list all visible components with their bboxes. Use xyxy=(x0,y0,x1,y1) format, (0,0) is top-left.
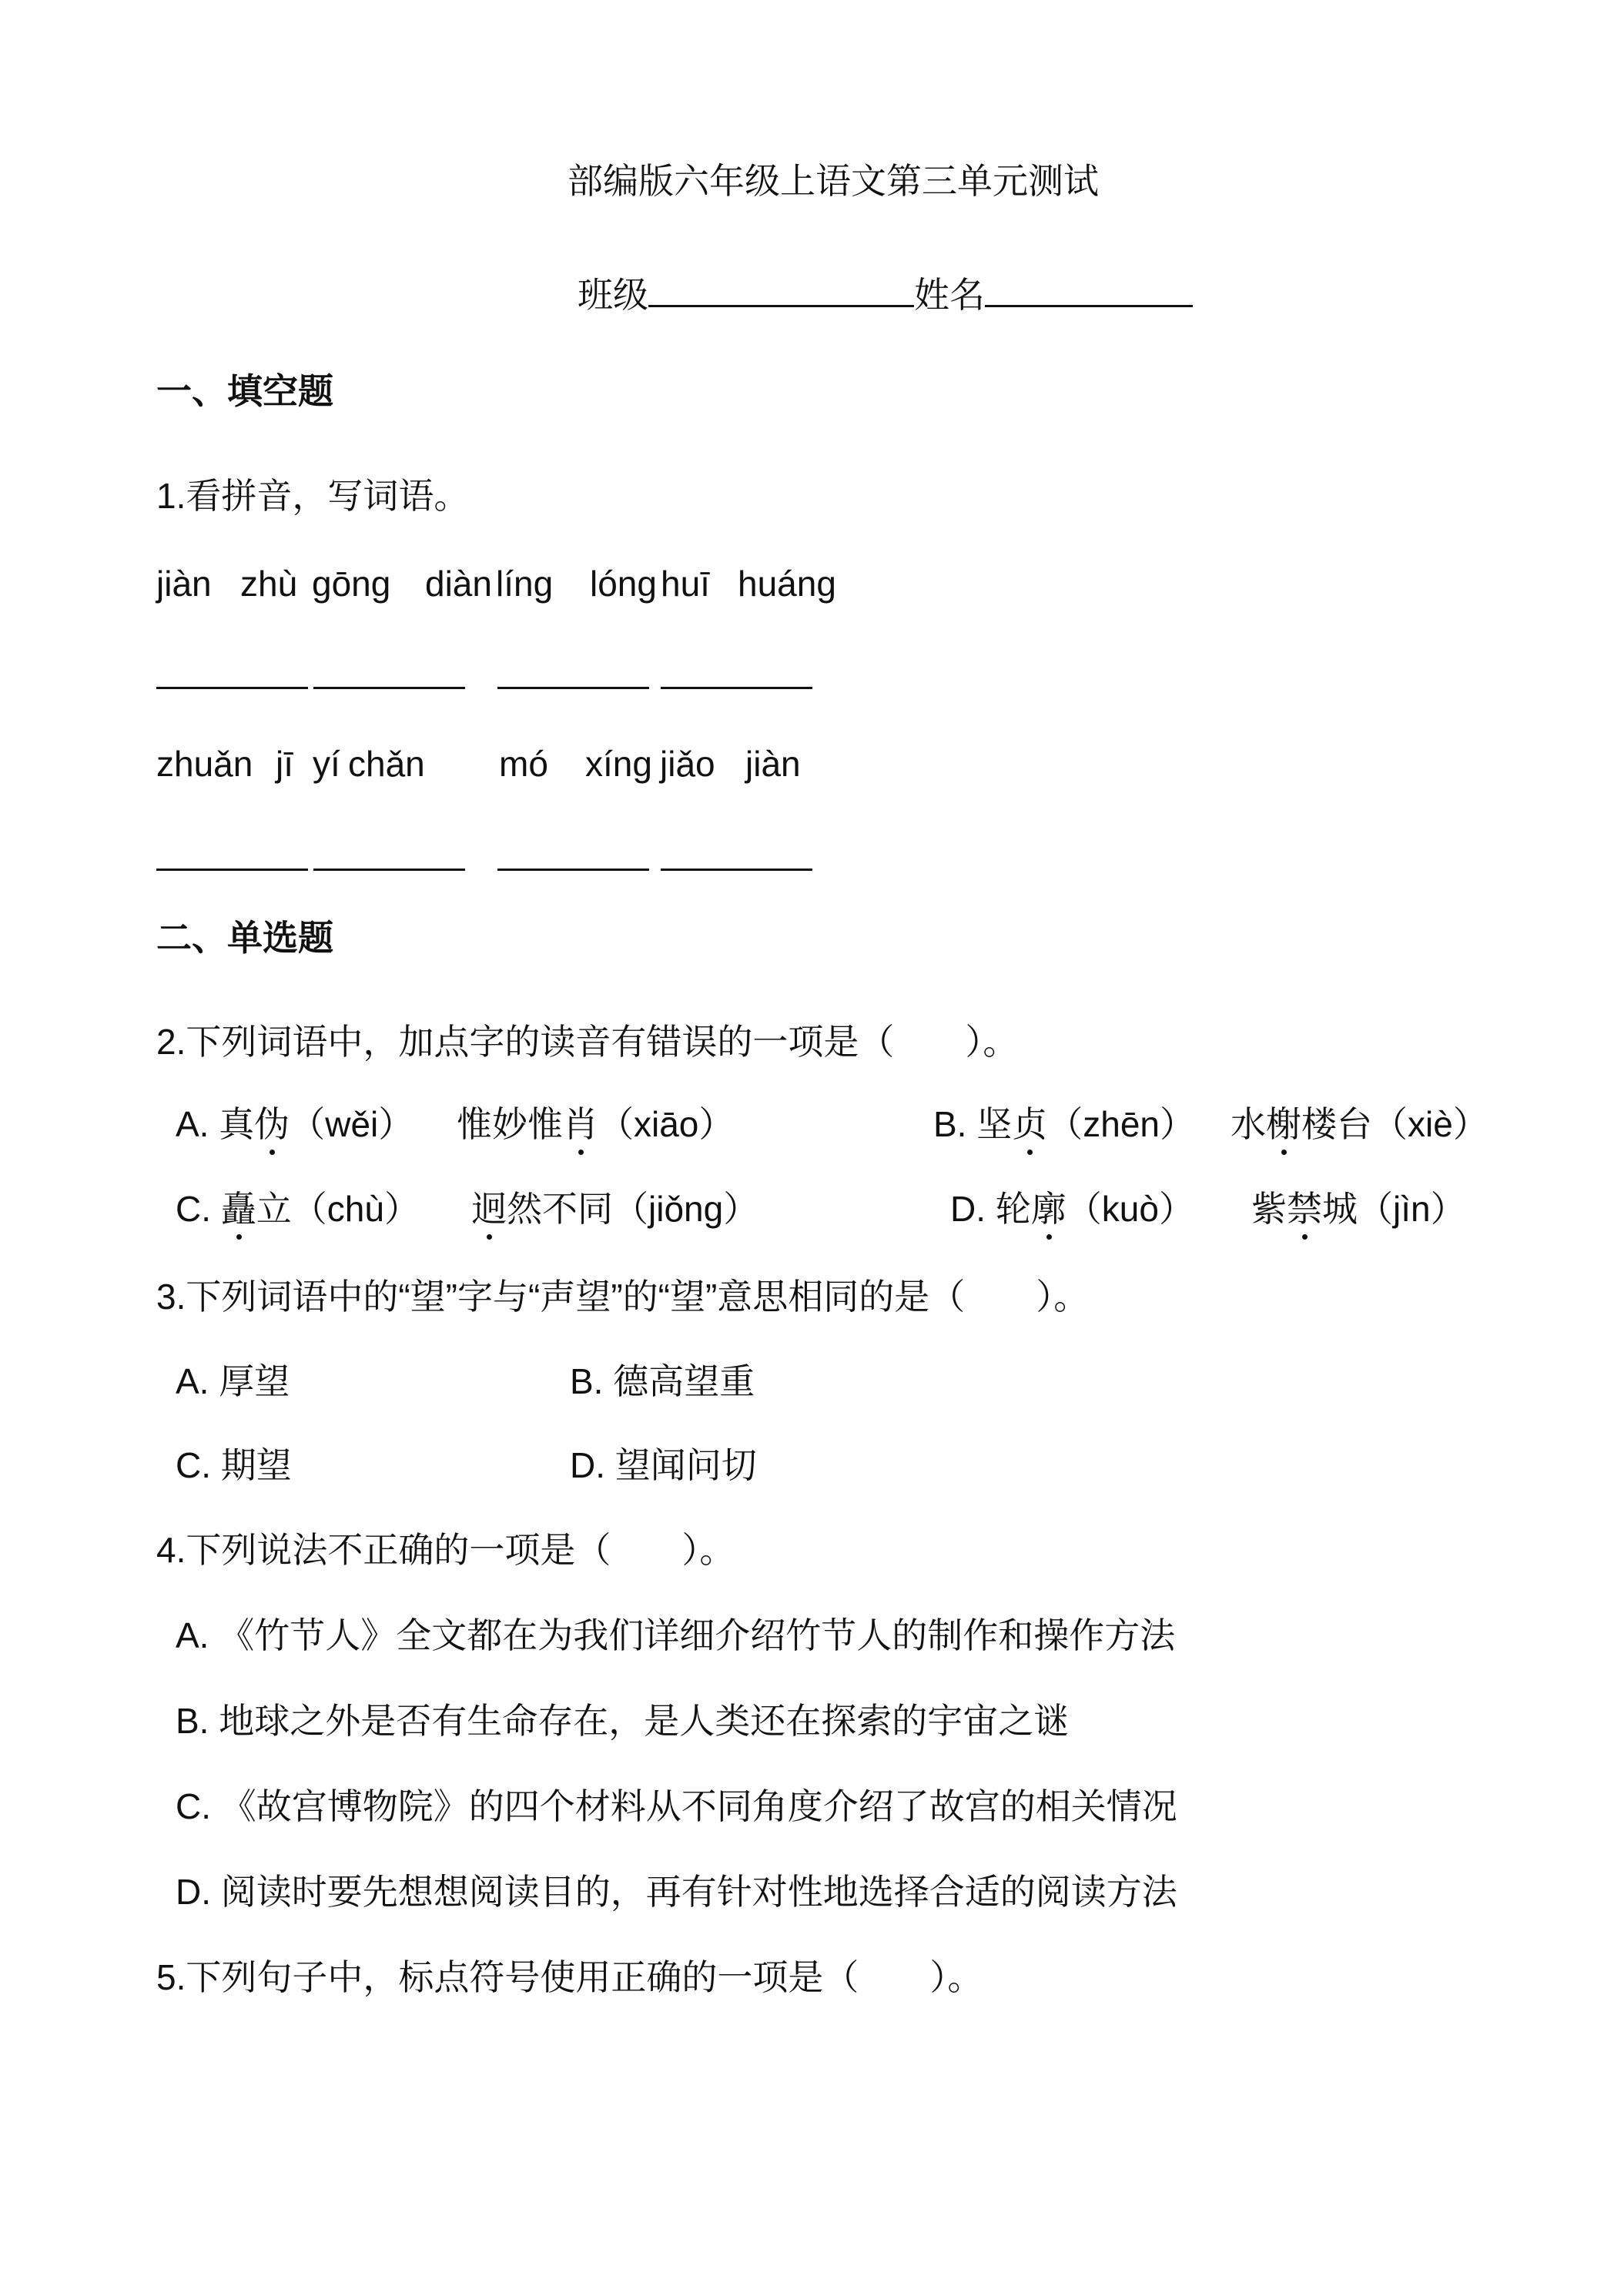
q2-option-c-second: 迥然不同（jiǒng） xyxy=(471,1186,758,1232)
pinyin: diàn xyxy=(425,564,492,604)
page-title: 部编版六年级上语文第三单元测试 xyxy=(568,161,1099,201)
answer-blank[interactable] xyxy=(497,687,649,689)
answer-blank[interactable] xyxy=(156,687,308,689)
answer-blank[interactable] xyxy=(661,687,812,689)
pinyin: chǎn xyxy=(348,744,425,784)
pinyin: huī xyxy=(661,564,710,604)
answer-blank[interactable] xyxy=(497,869,649,871)
q2-option-a[interactable]: A. 真伪（wěi） xyxy=(176,1101,414,1147)
name-field[interactable] xyxy=(985,268,1193,307)
section-heading-fill: 一、填空题 xyxy=(156,371,333,411)
pinyin: lóng xyxy=(590,564,657,604)
pinyin: jī xyxy=(276,744,293,784)
pinyin: líng xyxy=(496,564,554,604)
pinyin: yí xyxy=(313,744,340,784)
pinyin: jiàn xyxy=(156,564,212,604)
q2-option-d[interactable]: D. 轮廓（kuò） xyxy=(950,1186,1194,1232)
emphasis-dot-char: 贞 xyxy=(1012,1101,1047,1147)
emphasis-dot-char: 禁 xyxy=(1287,1186,1322,1232)
q5-prompt: 5.下列句子中，标点符号使用正确的一项是（ ）。 xyxy=(156,1957,983,1997)
class-label: 班级 xyxy=(578,275,648,315)
answer-blank[interactable] xyxy=(661,869,812,871)
pinyin: jiǎo xyxy=(660,744,715,784)
q2-option-a-second: 惟妙惟肖（xiāo） xyxy=(457,1101,734,1147)
q3-option-a[interactable]: A. 厚望 xyxy=(176,1361,290,1401)
q2-option-c[interactable]: C. 矗立（chù） xyxy=(176,1186,420,1232)
q4-option-c[interactable]: C. 《故宫博物院》的四个材料从不同角度介绍了故宫的相关情况 xyxy=(176,1786,1177,1826)
answer-blank[interactable] xyxy=(313,687,465,689)
emphasis-dot-char: 廓 xyxy=(1031,1186,1066,1232)
q3-option-d[interactable]: D. 望闻问切 xyxy=(570,1445,757,1485)
q2-option-b-second: 水榭楼台（xiè） xyxy=(1231,1101,1488,1147)
class-field[interactable] xyxy=(648,268,914,307)
section-heading-choice: 二、单选题 xyxy=(156,918,333,958)
q3-prompt: 3.下列词语中的“望”字与“声望”的“望”意思相同的是（ ）。 xyxy=(156,1277,1090,1317)
q3-option-c[interactable]: C. 期望 xyxy=(176,1445,292,1485)
answer-blank[interactable] xyxy=(156,869,308,871)
emphasis-dot-char: 矗 xyxy=(221,1186,256,1232)
pinyin: zhuǎn xyxy=(156,744,253,784)
name-label: 姓名 xyxy=(914,275,985,315)
emphasis-dot-char: 榭 xyxy=(1266,1101,1301,1147)
q4-option-a[interactable]: A. 《竹节人》全文都在为我们详细介绍竹节人的制作和操作方法 xyxy=(176,1615,1176,1655)
q3-option-b[interactable]: B. 德高望重 xyxy=(570,1361,755,1401)
class-name-line xyxy=(578,268,1193,318)
pinyin: xíng xyxy=(585,744,652,784)
emphasis-dot-char: 肖 xyxy=(563,1101,598,1147)
pinyin: jiàn xyxy=(745,744,801,784)
answer-blank[interactable] xyxy=(313,869,465,871)
q4-option-d[interactable]: D. 阅读时要先想想阅读目的，再有针对性地选择合适的阅读方法 xyxy=(176,1872,1177,1912)
q2-prompt: 2.下列词语中，加点字的读音有错误的一项是（ ）。 xyxy=(156,1022,1019,1062)
pinyin: zhù xyxy=(240,564,298,604)
emphasis-dot-char: 伪 xyxy=(254,1101,290,1147)
q4-option-b[interactable]: B. 地球之外是否有生命存在，是人类还在探索的宇宙之谜 xyxy=(176,1701,1070,1741)
q4-prompt: 4.下列说法不正确的一项是（ ）。 xyxy=(156,1530,735,1570)
q2-option-d-second: 紫禁城（jìn） xyxy=(1251,1186,1466,1232)
emphasis-dot-char: 迥 xyxy=(471,1186,507,1232)
pinyin: huáng xyxy=(738,564,836,604)
q2-option-b[interactable]: B. 坚贞（zhēn） xyxy=(933,1101,1195,1147)
q1-prompt: 1.看拼音，写词语。 xyxy=(156,476,470,516)
pinyin: gōng xyxy=(312,564,391,604)
pinyin: mó xyxy=(499,744,548,784)
